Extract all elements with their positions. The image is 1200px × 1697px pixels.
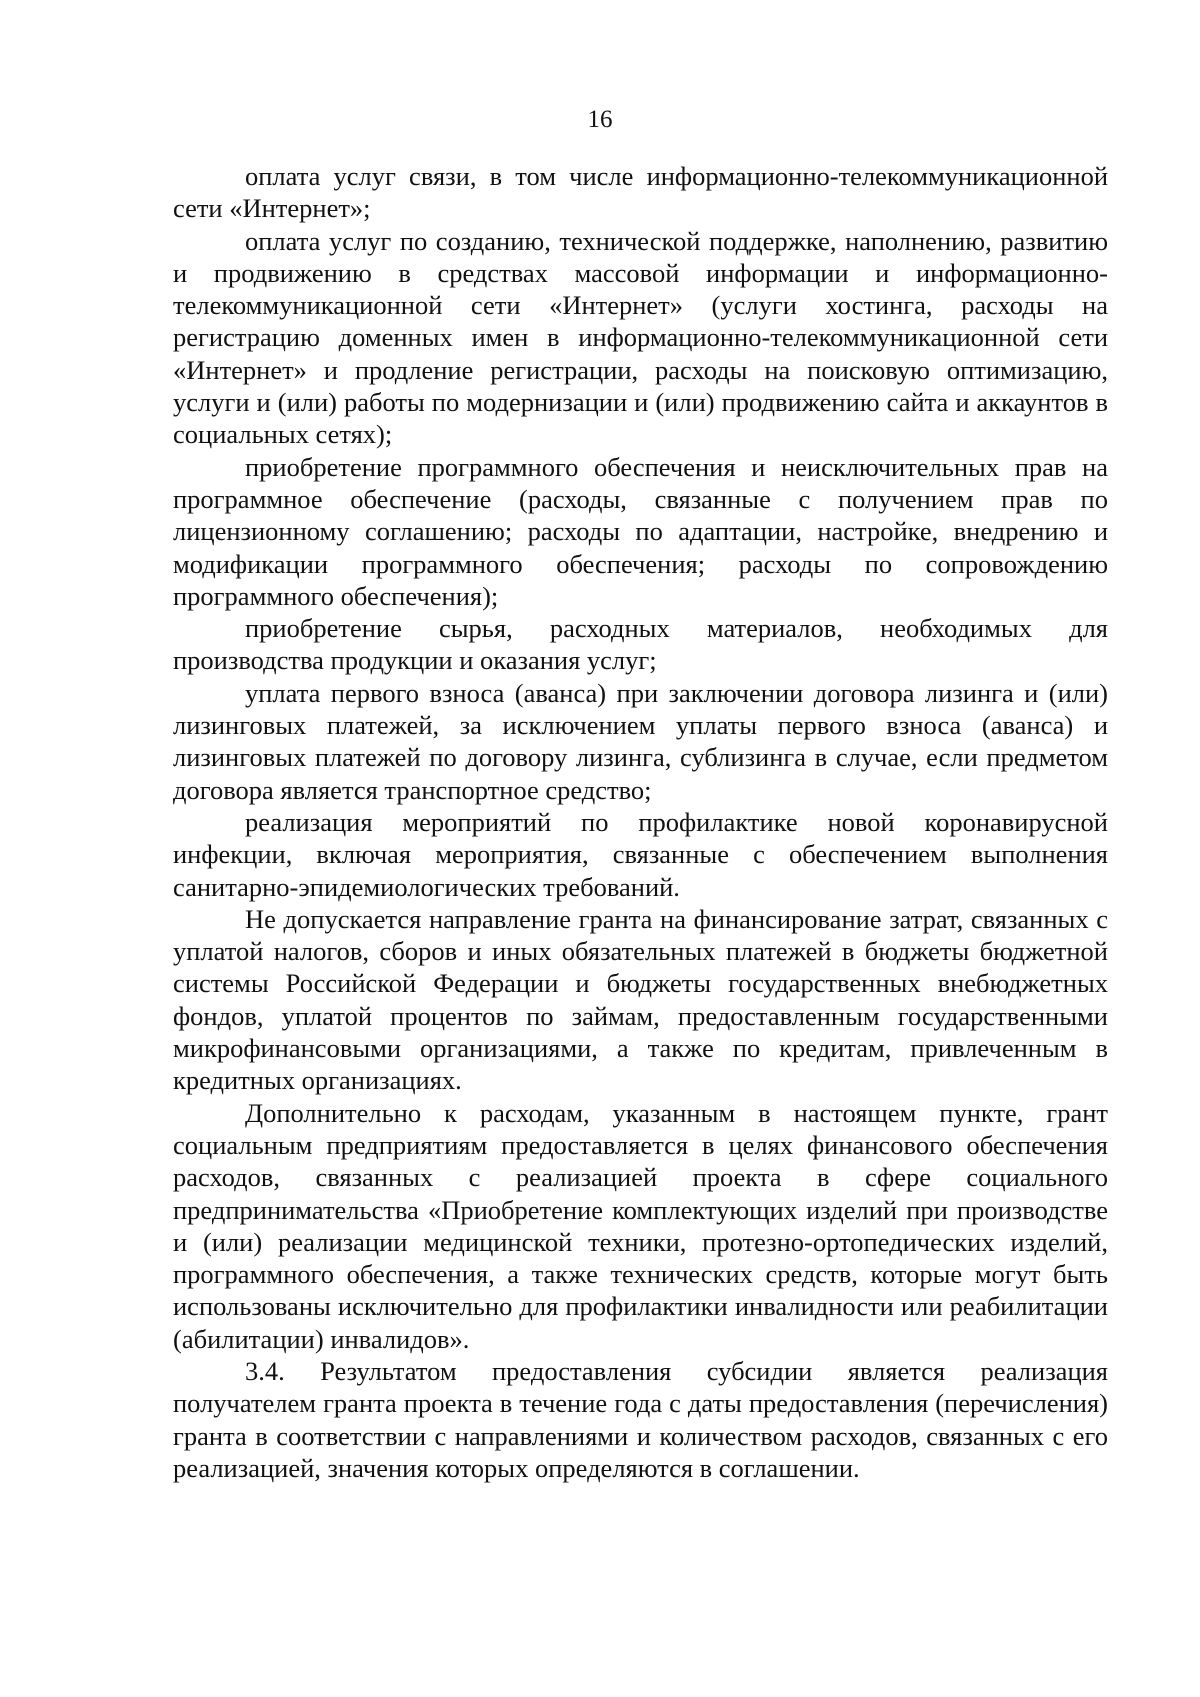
paragraph-coronavirus-prevention: реализация мероприятий по профилактике новой коронавирусной инфекции, включая мероприятия, связанные с обеспечением выполнения санитарно-эпидемиологических требований. bbox=[173, 806, 1108, 902]
document-body bbox=[173, 160, 1108, 1484]
paragraph-section-3-4: 3.4. Результатом предоставления субсидии является реализация получателем гранта проекта в течение года с даты предоставления (перечисления) гранта в соответствии с направлениями и количеством расходов, связанных с его реализацией, значения которых определяются в соглашении. bbox=[173, 1355, 1108, 1483]
paragraph-social-enterprises: Дополнительно к расходам, указанным в настоящем пункте, грант социальным предприятиям предоставляется в целях финансового обеспечения расходов, связанных с реализацией проекта в сфере социального предпринимательства «Приобретение комплектующих изделий при производстве и (или) реализации медицинской техники, протезно-ортопедических изделий, программного обеспечения, а также технических средств, которые могут быть использованы исключительно для профилактики инвалидности или реабилитации (абилитации) инвалидов». bbox=[173, 1097, 1108, 1354]
paragraph-communication-services: оплата услуг связи, в том числе информационно-телекоммуникационной сети «Интернет»; bbox=[173, 161, 1108, 224]
page-number: 16 bbox=[587, 106, 613, 133]
paragraph-raw-materials: приобретение сырья, расходных материалов, необходимых для производства продукции и оказания услуг; bbox=[173, 613, 1108, 676]
paragraph-leasing-payments: уплата первого взноса (аванса) при заключении договора лизинга и (или) лизинговых платежей, за исключением уплаты первого взноса (аванса) и лизинговых платежей по договору лизинга, сублизинга в случае, если предметом договора является транспортное средство; bbox=[173, 677, 1108, 805]
paragraph-prohibited-expenses: Не допускается направление гранта на финансирование затрат, связанных с уплатой налогов, сборов и иных обязательных платежей в бюджеты бюджетной системы Российской Федерации и бюджеты государственных внебюджетных фондов, уплатой процентов по займам, предоставленным государственными микрофинансовыми организациями, а также по кредитам, привлеченным в кредитных организациях. bbox=[173, 903, 1108, 1096]
paragraph-internet-services: оплата услуг по созданию, технической поддержке, наполнению, развитию и продвижению в средствах массовой информации и информационно-телекоммуникационной сети «Интернет» (услуги хостинга, расходы на регистрацию доменных имен в информационно-телекоммуникационной сети «Интернет» и продление регистрации, расходы на поисковую оптимизацию, услуги и (или) работы по модернизации и (или) продвижению сайта и аккаунтов в социальных сетях); bbox=[173, 225, 1108, 450]
paragraph-software-acquisition: приобретение программного обеспечения и неисключительных прав на программное обеспечение (расходы, связанные с получением прав по лицензионному соглашению; расходы по адаптации, настройке, внедрению и модификации программного обеспечения; расходы по сопровождению программного обеспечения); bbox=[173, 451, 1108, 611]
